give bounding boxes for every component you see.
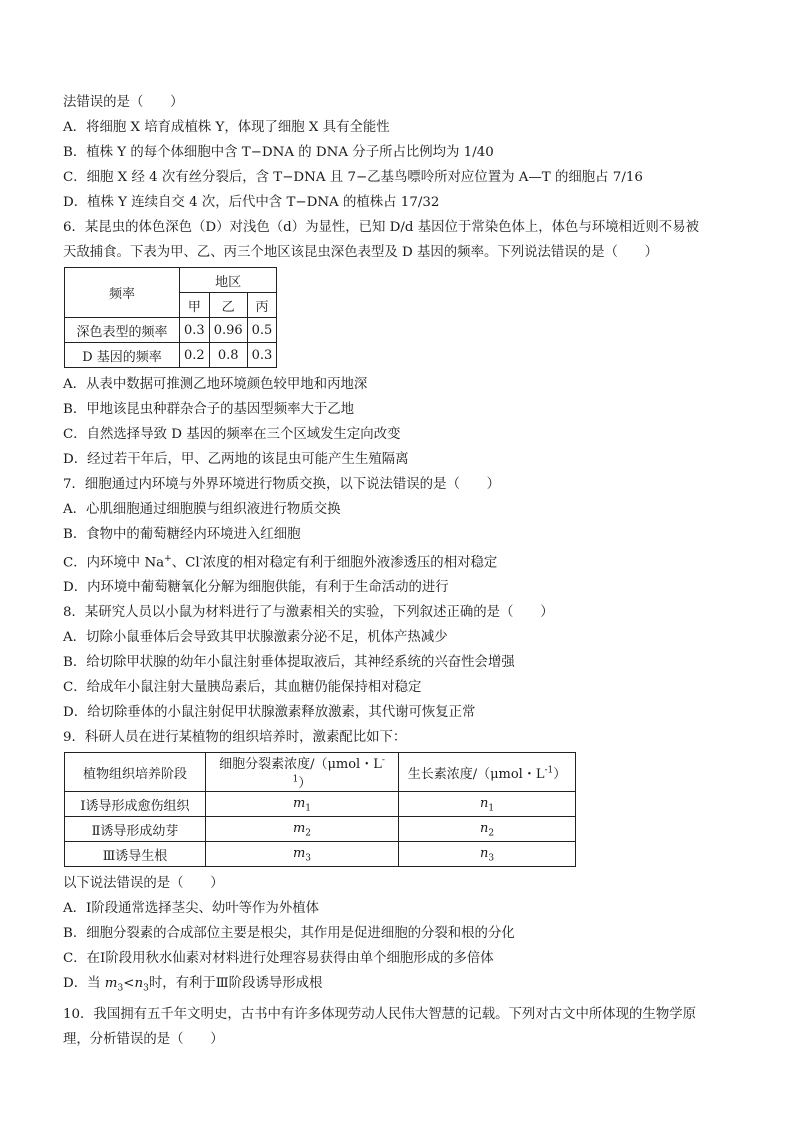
cell-value: $m_3$	[206, 842, 399, 867]
q5-option-a: A．将细胞 X 培育成植株 Y，体现了细胞 X 具有全能性	[63, 120, 390, 135]
region-yi: 乙	[209, 293, 247, 318]
cell-value: 0.3	[247, 343, 277, 368]
q5-option-b: B．植株 Y 的每个体细胞中含 T−DNA 的 DNA 分子所占比例均为 1/40	[63, 145, 494, 160]
q8-option-b: B．给切除甲状腺的幼年小鼠注射垂体提取液后，其神经系统的兴奋性会增强	[63, 655, 515, 671]
cell-value: $n_2$	[399, 817, 576, 842]
q6-option-a: A．从表中数据可推测乙地环境颜色较甲地和丙地深	[63, 377, 368, 392]
table-header-frequency: 频率	[65, 268, 180, 318]
q8-stem: 8．某研究人员以小鼠为材料进行了与激素相关的实验，下列叙述正确的是（ ）	[63, 605, 554, 621]
q8-option-a: A．切除小鼠垂体后会导致其甲状腺激素分泌不足，机体产热减少	[63, 630, 448, 646]
table-row	[65, 343, 277, 368]
q5-tail: 法错误的是（ ）	[63, 95, 184, 110]
q9-option-c: C．在Ⅰ阶段用秋水仙素对材料进行处理容易获得由单个细胞形成的多倍体	[63, 951, 494, 967]
q8-option-c: C．给成年小鼠注射大量胰岛素后，其血糖仍能保持相对稳定	[63, 680, 422, 696]
q6-option-d: D．经过若干年后，甲、乙两地的该昆虫可能产生生殖隔离	[63, 452, 409, 467]
row-label: D 基因的频率	[65, 343, 180, 368]
q5-option-c: C．细胞 X 经 4 次有丝分裂后，含 T−DNA 且 7−乙基鸟嘌呤所对应位置为 A—T 的细胞占 7/16	[63, 170, 643, 185]
cell-value: $n_3$	[399, 842, 576, 867]
stage-label: Ⅲ诱导生根	[65, 842, 206, 867]
region-jia: 甲	[180, 293, 210, 318]
q9-option-b: B．细胞分裂素的合成部位主要是根尖，其作用是促进细胞的分裂和根的分化	[63, 926, 515, 942]
cell-value: 0.2	[180, 343, 210, 368]
cell-value: 0.3	[180, 318, 210, 343]
q5-option-d: D．植株 Y 连续自交 4 次，后代中含 T−DNA 的植株占 17/32	[63, 195, 440, 210]
cell-value: $n_1$	[399, 792, 576, 817]
header-stage: 植物组织培养阶段	[65, 753, 206, 792]
cell-value: $m_2$	[206, 817, 399, 842]
row-label: 深色表型的频率	[65, 318, 180, 343]
exam-page	[63, 90, 733, 1052]
q8-option-d: D．给切除垂体的小鼠注射促甲状腺激素释放激素，其代谢可恢复正常	[63, 705, 476, 721]
q9-option-d: D．当 $m_3<n_3$时，有利于Ⅲ阶段诱导形成根	[63, 976, 323, 995]
header-auxin: 生长素浓度/（μmol・$L^{-1}$）	[399, 753, 576, 792]
cell-value: $m_1$	[206, 792, 399, 817]
q7-stem: 7．细胞通过内环境与外界环境进行物质交换，以下说法错误的是（ ）	[63, 477, 501, 492]
table-row	[65, 842, 576, 867]
stage-label: Ⅱ诱导形成幼芽	[65, 817, 206, 842]
q6-option-c: C．自然选择导致 D 基因的频率在三个区域发生定向改变	[63, 427, 401, 442]
q6-option-b: B．甲地该昆虫种群杂合子的基因型频率大于乙地	[63, 402, 355, 417]
q9-hormone-table	[64, 752, 576, 867]
cell-value: 0.8	[209, 343, 247, 368]
table-row	[65, 792, 576, 817]
table-row	[65, 318, 277, 343]
q6-frequency-table	[64, 267, 277, 368]
table-row	[65, 817, 576, 842]
cell-value: 0.96	[209, 318, 247, 343]
q9-option-a: A．Ⅰ阶段通常选择茎尖、幼叶等作为外植体	[63, 901, 319, 917]
q9-stem: 9．科研人员在进行某植物的组织培养时，激素配比如下：	[63, 730, 407, 746]
q7-option-d: D．内环境中葡萄糖氧化分解为细胞供能，有利于生命活动的进行	[63, 580, 449, 596]
q6-stem-line1: 6．某昆虫的体色深色（D）对浅色（d）为显性，已知 D/d 基因位于常染色体上，体色与环境相近则不易被	[63, 220, 699, 235]
q9-tail: 以下说法错误的是（ ）	[63, 876, 224, 892]
q6-stem-line2: 天敌捕食。下表为甲、乙、丙三个地区该昆虫深色表型及 D 基因的频率。下列说法错误的是（ ）	[63, 245, 659, 260]
region-bing: 丙	[247, 293, 277, 318]
q10-stem-line2: 理，分析错误的是（ ）	[63, 1032, 224, 1048]
q7-option-a: A．心肌细胞通过细胞膜与组织液进行物质交换	[63, 502, 341, 517]
stage-label: Ⅰ诱导形成愈伤组织	[65, 792, 206, 817]
header-cytokinin: 细胞分裂素浓度/（μmol・$L^{-1}$）	[206, 753, 399, 792]
q7-option-b: B．食物中的葡萄糖经内环境进入红细胞	[63, 527, 301, 542]
cell-value: 0.5	[247, 318, 277, 343]
q7-option-c: C．内环境中 Na+、Cl-浓度的相对稳定有利于细胞外液渗透压的相对稳定	[63, 554, 498, 571]
q10-stem-line1: 10．我国拥有五千年文明史，古书中有许多体现劳动人民伟大智慧的记载。下列对古文中所体现的生物学原	[63, 1007, 697, 1023]
table-header-region: 地区	[180, 268, 277, 293]
